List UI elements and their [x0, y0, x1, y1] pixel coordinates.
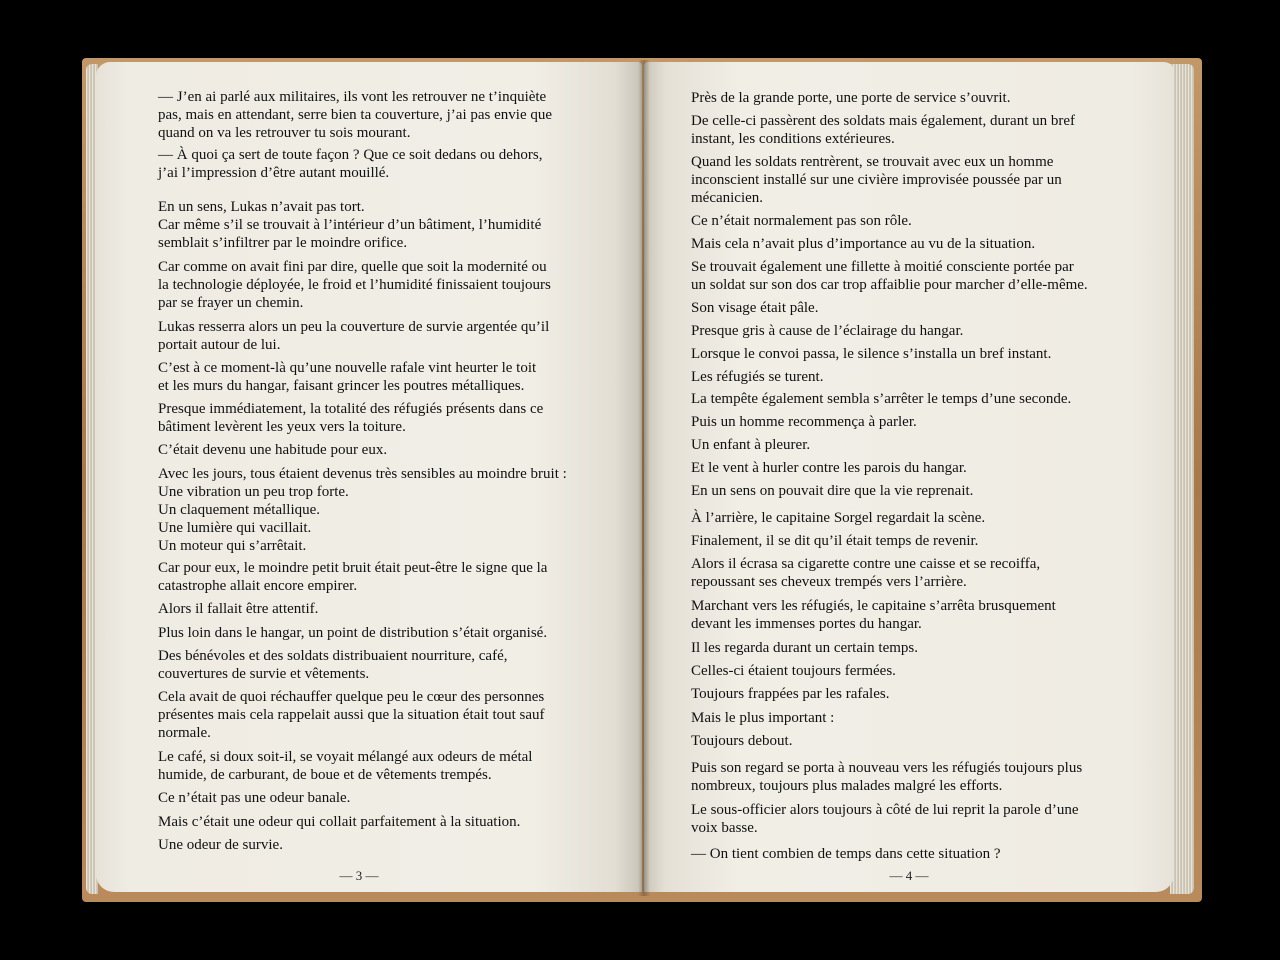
paragraph: La tempête également sembla s’arrêter le temps d’une seconde.	[691, 391, 1072, 407]
paragraph: Des bénévoles et des soldats distribuaient nourriture, café, couvertures de survie et vêtements.	[158, 648, 508, 682]
paragraph: Ce n’était normalement pas son rôle.	[691, 213, 912, 229]
paragraph: De celle-ci passèrent des soldats mais également, durant un bref instant, les conditions extérieures.	[691, 113, 1076, 147]
paragraph: Alors il fallait être attentif.	[158, 601, 319, 617]
paragraph: Le café, si doux soit-il, se voyait mélangé aux odeurs de métal humide, de carburant, de boue et de vêtements trempés.	[158, 749, 533, 783]
paragraph: Se trouvait également une fillette à moitié consciente portée par un soldat sur son dos car trop affaiblie pour marcher d’elle-même.	[691, 259, 1088, 293]
book-gutter	[638, 60, 650, 896]
paragraph: — On tient combien de temps dans cette situation ?	[691, 846, 1001, 862]
paragraph: Cela avait de quoi réchauffer quelque peu le cœur des personnes présentes mais cela rappelait aussi que la situation était tout sauf normale.	[158, 689, 545, 741]
paragraph: Toujours debout.	[691, 733, 793, 749]
paragraph: C’était devenu une habitude pour eux.	[158, 442, 388, 458]
right-page	[644, 62, 1174, 892]
page-number: — 3 —	[339, 868, 379, 883]
paragraph: En un sens on pouvait dire que la vie reprenait.	[691, 483, 974, 499]
paragraph: Le sous-officier alors toujours à côté de lui reprit la parole d’une voix basse.	[691, 802, 1079, 836]
paragraph: Lorsque le convoi passa, le silence s’installa un bref instant.	[691, 346, 1052, 362]
paragraph: En un sens, Lukas n’avait pas tort. Car même s’il se trouvait à l’intérieur d’un bâtiment, l’humidité semblait s’infiltrer par le moindre orifice.	[158, 199, 542, 251]
paragraph: Lukas resserra alors un peu la couverture de survie argentée qu’il portait autour de lui.	[158, 319, 550, 353]
paragraph: Celles-ci étaient toujours fermées.	[691, 663, 896, 679]
paragraph: Presque immédiatement, la totalité des réfugiés présents dans ce bâtiment levèrent les yeux vers la toiture.	[158, 401, 544, 435]
paragraph: Mais c’était une odeur qui collait parfaitement à la situation.	[158, 814, 521, 830]
paragraph: Un enfant à pleurer.	[691, 437, 811, 453]
paragraph: Alors il écrasa sa cigarette contre une caisse et se recoiffa, repoussant ses cheveux trempés vers l’arrière.	[691, 556, 1041, 590]
paragraph: Car comme on avait fini par dire, quelle que soit la modernité ou la technologie déployée, le froid et l’humidité finissaient toujours par se frayer un chemin.	[158, 259, 551, 311]
paragraph: — À quoi ça sert de toute façon ? Que ce soit dedans ou dehors, j’ai l’impression d’être autant mouillé.	[158, 147, 543, 181]
paragraph: Mais le plus important :	[691, 710, 835, 726]
paragraph: Finalement, il se dit qu’il était temps de revenir.	[691, 533, 979, 549]
paragraph: À l’arrière, le capitaine Sorgel regardait la scène.	[691, 510, 986, 526]
paragraph: — J’en ai parlé aux militaires, ils vont les retrouver ne t’inquiète pas, mais en attendant, serre bien ta couverture, j’ai pas envie que quand on va les retrouver tu sois mourant.	[158, 89, 553, 141]
paragraph: Presque gris à cause de l’éclairage du hangar.	[691, 323, 964, 339]
paragraph: Les réfugiés se turent.	[691, 369, 824, 385]
paragraph: Avec les jours, tous étaient devenus très sensibles au moindre bruit : Une vibration un peu trop forte. Un claquement métallique. Une lumière qui vacillait. Un moteur qui s’arrêtait.	[158, 466, 567, 554]
paragraph: Puis son regard se porta à nouveau vers les réfugiés toujours plus nombreux, toujours plus malades malgré les efforts.	[691, 760, 1083, 794]
paragraph: Ce n’était pas une odeur banale.	[158, 790, 351, 806]
paragraph: Près de la grande porte, une porte de service s’ouvrit.	[691, 90, 1011, 106]
paragraph: Puis un homme recommença à parler.	[691, 414, 917, 430]
paragraph: Une odeur de survie.	[158, 837, 283, 853]
paragraph: Son visage était pâle.	[691, 300, 819, 316]
paragraph: Quand les soldats rentrèrent, se trouvait avec eux un homme inconscient installé sur une civière improvisée poussée par un mécanicien.	[691, 154, 1062, 206]
paragraph: C’est à ce moment-là qu’une nouvelle rafale vint heurter le toit et les murs du hangar, faisant grincer les poutres métalliques.	[158, 360, 537, 394]
left-page	[96, 62, 642, 892]
page-number: — 4 —	[889, 868, 929, 883]
paragraph: Et le vent à hurler contre les parois du hangar.	[691, 460, 967, 476]
paragraph: Toujours frappées par les rafales.	[691, 686, 890, 702]
paragraph: Car pour eux, le moindre petit bruit était peut-être le signe que la catastrophe allait encore empirer.	[158, 560, 548, 594]
paragraph: Marchant vers les réfugiés, le capitaine s’arrêta brusquement devant les immenses portes du hangar.	[691, 598, 1056, 632]
paragraph: Il les regarda durant un certain temps.	[691, 640, 918, 656]
paragraph: Mais cela n’avait plus d’importance au vu de la situation.	[691, 236, 1036, 252]
paragraph: Plus loin dans le hangar, un point de distribution s’était organisé.	[158, 625, 548, 641]
